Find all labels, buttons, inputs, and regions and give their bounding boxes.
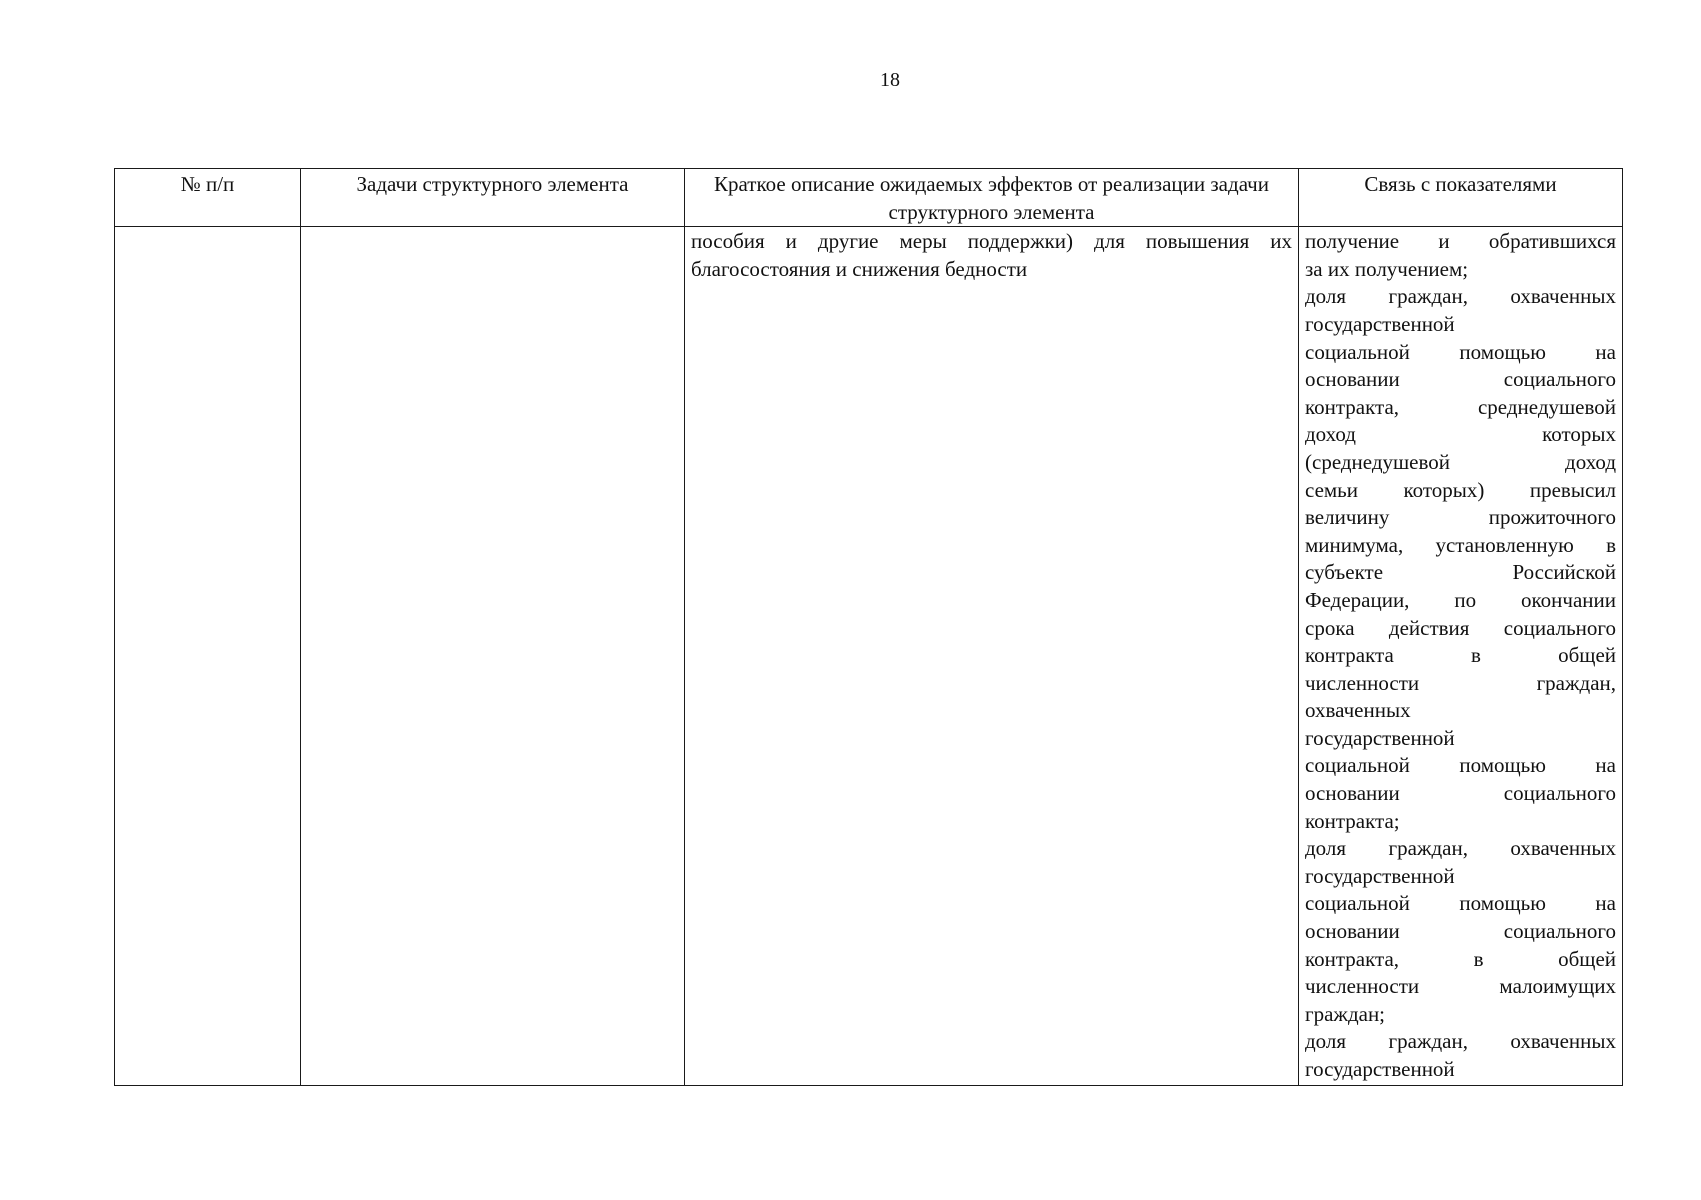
measures-table [114,168,1623,1086]
indicator-line: охваченных [1305,698,1411,723]
table-row [115,227,1623,1086]
header-indicators-link: Связь с показателями [1299,169,1623,227]
indicator-line: основании социального [1305,367,1616,392]
indicator-line: доля граждан, охваченных [1305,1029,1616,1054]
cell-task [301,227,685,1086]
indicator-line: контракта, в общей [1305,946,1616,971]
indicator-line: срока действия социального [1305,615,1616,640]
indicator-line: субъекте Российской [1305,560,1616,585]
indicator-line: минимума, установленную в [1305,532,1616,557]
indicator-line: доля граждан, охваченных [1305,836,1616,861]
indicator-line: величину прожиточного [1305,505,1616,530]
indicator-line: доход которых [1305,422,1616,447]
indicator-line: контракта в общей [1305,643,1616,668]
table-header-row [115,169,1623,227]
header-task: Задачи структурного элемента [301,169,685,227]
indicator-line: государственной [1305,725,1455,750]
indicator-line: основании социального [1305,919,1616,944]
cell-description: пособия и другие меры поддержки) для повышения их благосостояния и снижения бедности [685,227,1299,1086]
indicator-line: контракта, среднедушевой [1305,394,1616,419]
indicator-line: за их получением; [1305,256,1469,281]
indicator-line: Федерации, по окончании [1305,587,1616,612]
indicator-line: (среднедушевой доход [1305,449,1616,474]
indicator-line: семьи которых) превысил [1305,477,1616,502]
indicator-line: численности малоимущих [1305,974,1616,999]
indicator-line: граждан; [1305,1001,1386,1026]
indicator-line: социальной помощью на [1305,891,1616,916]
indicator-line: государственной [1305,311,1455,336]
indicator-line: государственной [1305,1057,1455,1081]
indicator-line: контракта; [1305,808,1400,833]
header-description: Краткое описание ожидаемых эффектов от реализации задачи структурного элемента [685,169,1299,227]
indicator-line: численности граждан, [1305,670,1616,695]
page-number: 18 [880,69,900,91]
header-num: № п/п [115,169,301,227]
cell-num [115,227,301,1086]
indicator-line: основании социального [1305,781,1616,806]
indicator-line: социальной помощью на [1305,339,1616,364]
indicator-line: получение и обратившихся [1305,229,1616,254]
cell-indicators-link [1299,227,1623,1086]
indicator-line: доля граждан, охваченных [1305,284,1616,309]
indicator-line: социальной помощью на [1305,753,1616,778]
indicator-line: государственной [1305,863,1455,888]
